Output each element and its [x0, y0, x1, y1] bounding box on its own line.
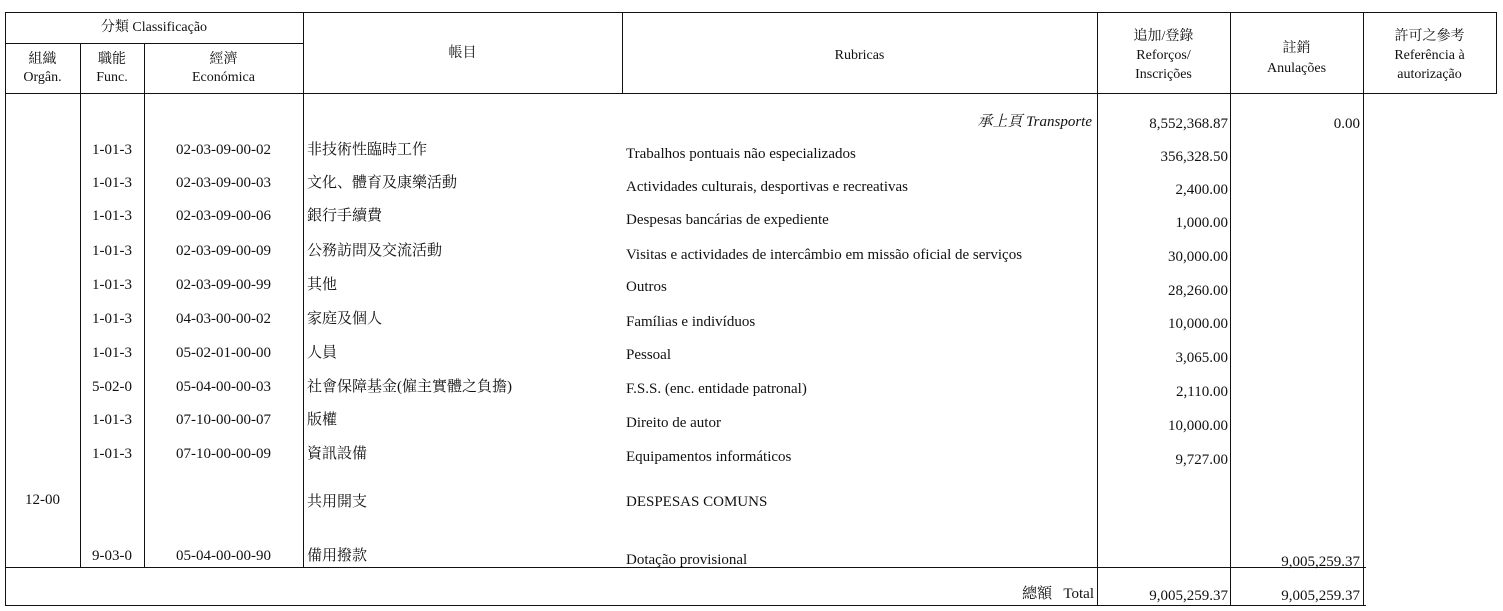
row-econ: 02-03-09-00-03	[176, 175, 271, 191]
total-reforcos: 9,005,259.37	[1149, 588, 1228, 604]
row-reforcos: 1,000.00	[1175, 215, 1228, 231]
row-desc-pt: Actividades culturais, desportivas e recreativas	[626, 179, 908, 195]
row-func: 1-01-3	[92, 412, 132, 428]
row-econ: 02-03-09-00-02	[176, 142, 271, 158]
row-func: 1-01-3	[92, 311, 132, 327]
total-label-zh: 總額	[1022, 586, 1053, 602]
row-reforcos: 28,260.00	[1168, 283, 1228, 299]
row-econ: 02-03-09-00-06	[176, 208, 271, 224]
row-econ: 05-02-01-00-00	[176, 345, 271, 361]
transport-label-pt: Transporte	[1026, 114, 1092, 130]
total-anulacoes: 9,005,259.37	[1281, 588, 1360, 604]
rule-classification	[5, 43, 303, 44]
header-organ-pt: Orgân.	[23, 70, 62, 85]
header-func-zh: 職能	[98, 52, 126, 67]
header-econ-zh: 經濟	[209, 52, 238, 67]
row-econ: 04-03-00-00-02	[176, 311, 271, 327]
rule-table-bottom	[5, 605, 1366, 606]
row-reforcos: 2,110.00	[1176, 384, 1228, 400]
row-reforcos: 3,065.00	[1175, 350, 1228, 366]
rule-top	[5, 12, 1497, 13]
header-reforcos-pt2: Inscrições	[1135, 67, 1192, 82]
row-desc-pt: Trabalhos pontuais não especializados	[626, 146, 856, 162]
transport-anulacoes: 0.00	[1333, 116, 1360, 132]
transport-label	[622, 113, 1092, 131]
row-func: 9-03-0	[92, 548, 132, 564]
total-label-pt: Total	[1063, 586, 1094, 602]
rule-header-bottom	[5, 93, 1497, 94]
row-econ: 05-04-00-00-03	[176, 379, 271, 395]
row-func: 1-01-3	[92, 345, 132, 361]
header-reforcos-pt1: Reforços/	[1136, 48, 1191, 63]
header-heading-zh: 帳目	[448, 46, 477, 61]
header-ref-pt2: autorização	[1397, 67, 1462, 82]
row-func: 5-02-0	[92, 379, 132, 395]
row-desc-zh: 公務訪問及交流活動	[307, 243, 443, 259]
rule-func-econ	[144, 43, 145, 568]
row-organ: 12-00	[25, 492, 60, 508]
row-desc-zh: 非技術性臨時工作	[307, 142, 428, 158]
row-desc-pt: Pessoal	[626, 347, 671, 363]
rule-organ-func	[80, 43, 81, 568]
row-desc-zh: 社會保障基金(僱主實體之負擔)	[307, 379, 512, 395]
row-desc-zh: 家庭及個人	[307, 311, 383, 327]
row-reforcos: 10,000.00	[1168, 418, 1228, 434]
row-reforcos: 10,000.00	[1168, 316, 1228, 332]
row-desc-pt: Famílias e indivíduos	[626, 314, 756, 330]
header-func-pt: Func.	[96, 70, 128, 85]
row-desc-pt: F.S.S. (enc. entidade patronal)	[626, 381, 807, 397]
header-organ-zh: 組織	[28, 52, 57, 67]
row-desc-zh: 銀行手續費	[307, 208, 383, 224]
row-func: 1-01-3	[92, 175, 132, 191]
row-desc-zh: 共用開支	[307, 494, 368, 510]
total-label	[622, 585, 1094, 603]
row-desc-pt: Equipamentos informáticos	[626, 449, 792, 465]
row-reforcos: 2,400.00	[1175, 182, 1228, 198]
row-func: 1-01-3	[92, 277, 132, 293]
rule-anul-ref	[1363, 12, 1364, 606]
row-econ: 07-10-00-00-09	[176, 446, 271, 462]
row-econ: 05-04-00-00-90	[176, 548, 271, 564]
row-reforcos: 356,328.50	[1160, 149, 1228, 165]
rule-right	[1496, 12, 1497, 94]
row-anulacoes: 9,005,259.37	[1281, 554, 1360, 570]
row-desc-zh: 備用撥款	[307, 548, 368, 564]
rule-pt-reforcos	[1097, 12, 1098, 606]
transport-reforcos: 8,552,368.87	[1149, 116, 1228, 132]
header-classification: 分類 Classificação	[100, 20, 208, 35]
row-desc-pt: Outros	[626, 279, 667, 295]
header-anul-zh: 註銷	[1282, 41, 1311, 56]
rule-reforcos-anul	[1230, 12, 1231, 606]
row-desc-pt: Direito de autor	[626, 415, 721, 431]
transport-label-zh: 承上頁	[977, 114, 1023, 130]
row-econ: 07-10-00-00-07	[176, 412, 271, 428]
row-econ: 02-03-09-00-09	[176, 243, 271, 259]
row-reforcos: 9,727.00	[1175, 452, 1228, 468]
row-desc-zh: 人員	[307, 345, 338, 361]
rule-left	[5, 12, 6, 606]
row-func: 1-01-3	[92, 243, 132, 259]
row-desc-pt: Visitas e actividades de intercâmbio em missão oficial de serviços	[626, 247, 1023, 263]
row-func: 1-01-3	[92, 208, 132, 224]
header-rubricas: Rubricas	[834, 48, 885, 63]
header-reforcos-zh: 追加/登錄	[1133, 29, 1194, 44]
row-desc-pt: DESPESAS COMUNS	[626, 494, 768, 510]
row-desc-pt: Despesas bancárias de expediente	[626, 212, 829, 228]
row-desc-zh: 版權	[307, 412, 338, 428]
header-ref-pt1: Referência à	[1394, 48, 1465, 63]
rule-econ-zh	[303, 12, 304, 568]
row-desc-zh: 文化、體育及康樂活動	[307, 175, 458, 191]
header-ref-zh: 許可之參考	[1394, 29, 1465, 44]
header-econ-pt: Económica	[192, 70, 255, 85]
header-anul-pt: Anulações	[1266, 61, 1327, 76]
row-econ: 02-03-09-00-99	[176, 277, 271, 293]
row-reforcos: 30,000.00	[1168, 249, 1228, 265]
row-desc-zh: 其他	[307, 277, 338, 293]
row-desc-zh: 資訊設備	[307, 446, 368, 462]
row-desc-pt: Dotação provisional	[626, 552, 748, 568]
row-func: 1-01-3	[92, 446, 132, 462]
row-func: 1-01-3	[92, 142, 132, 158]
